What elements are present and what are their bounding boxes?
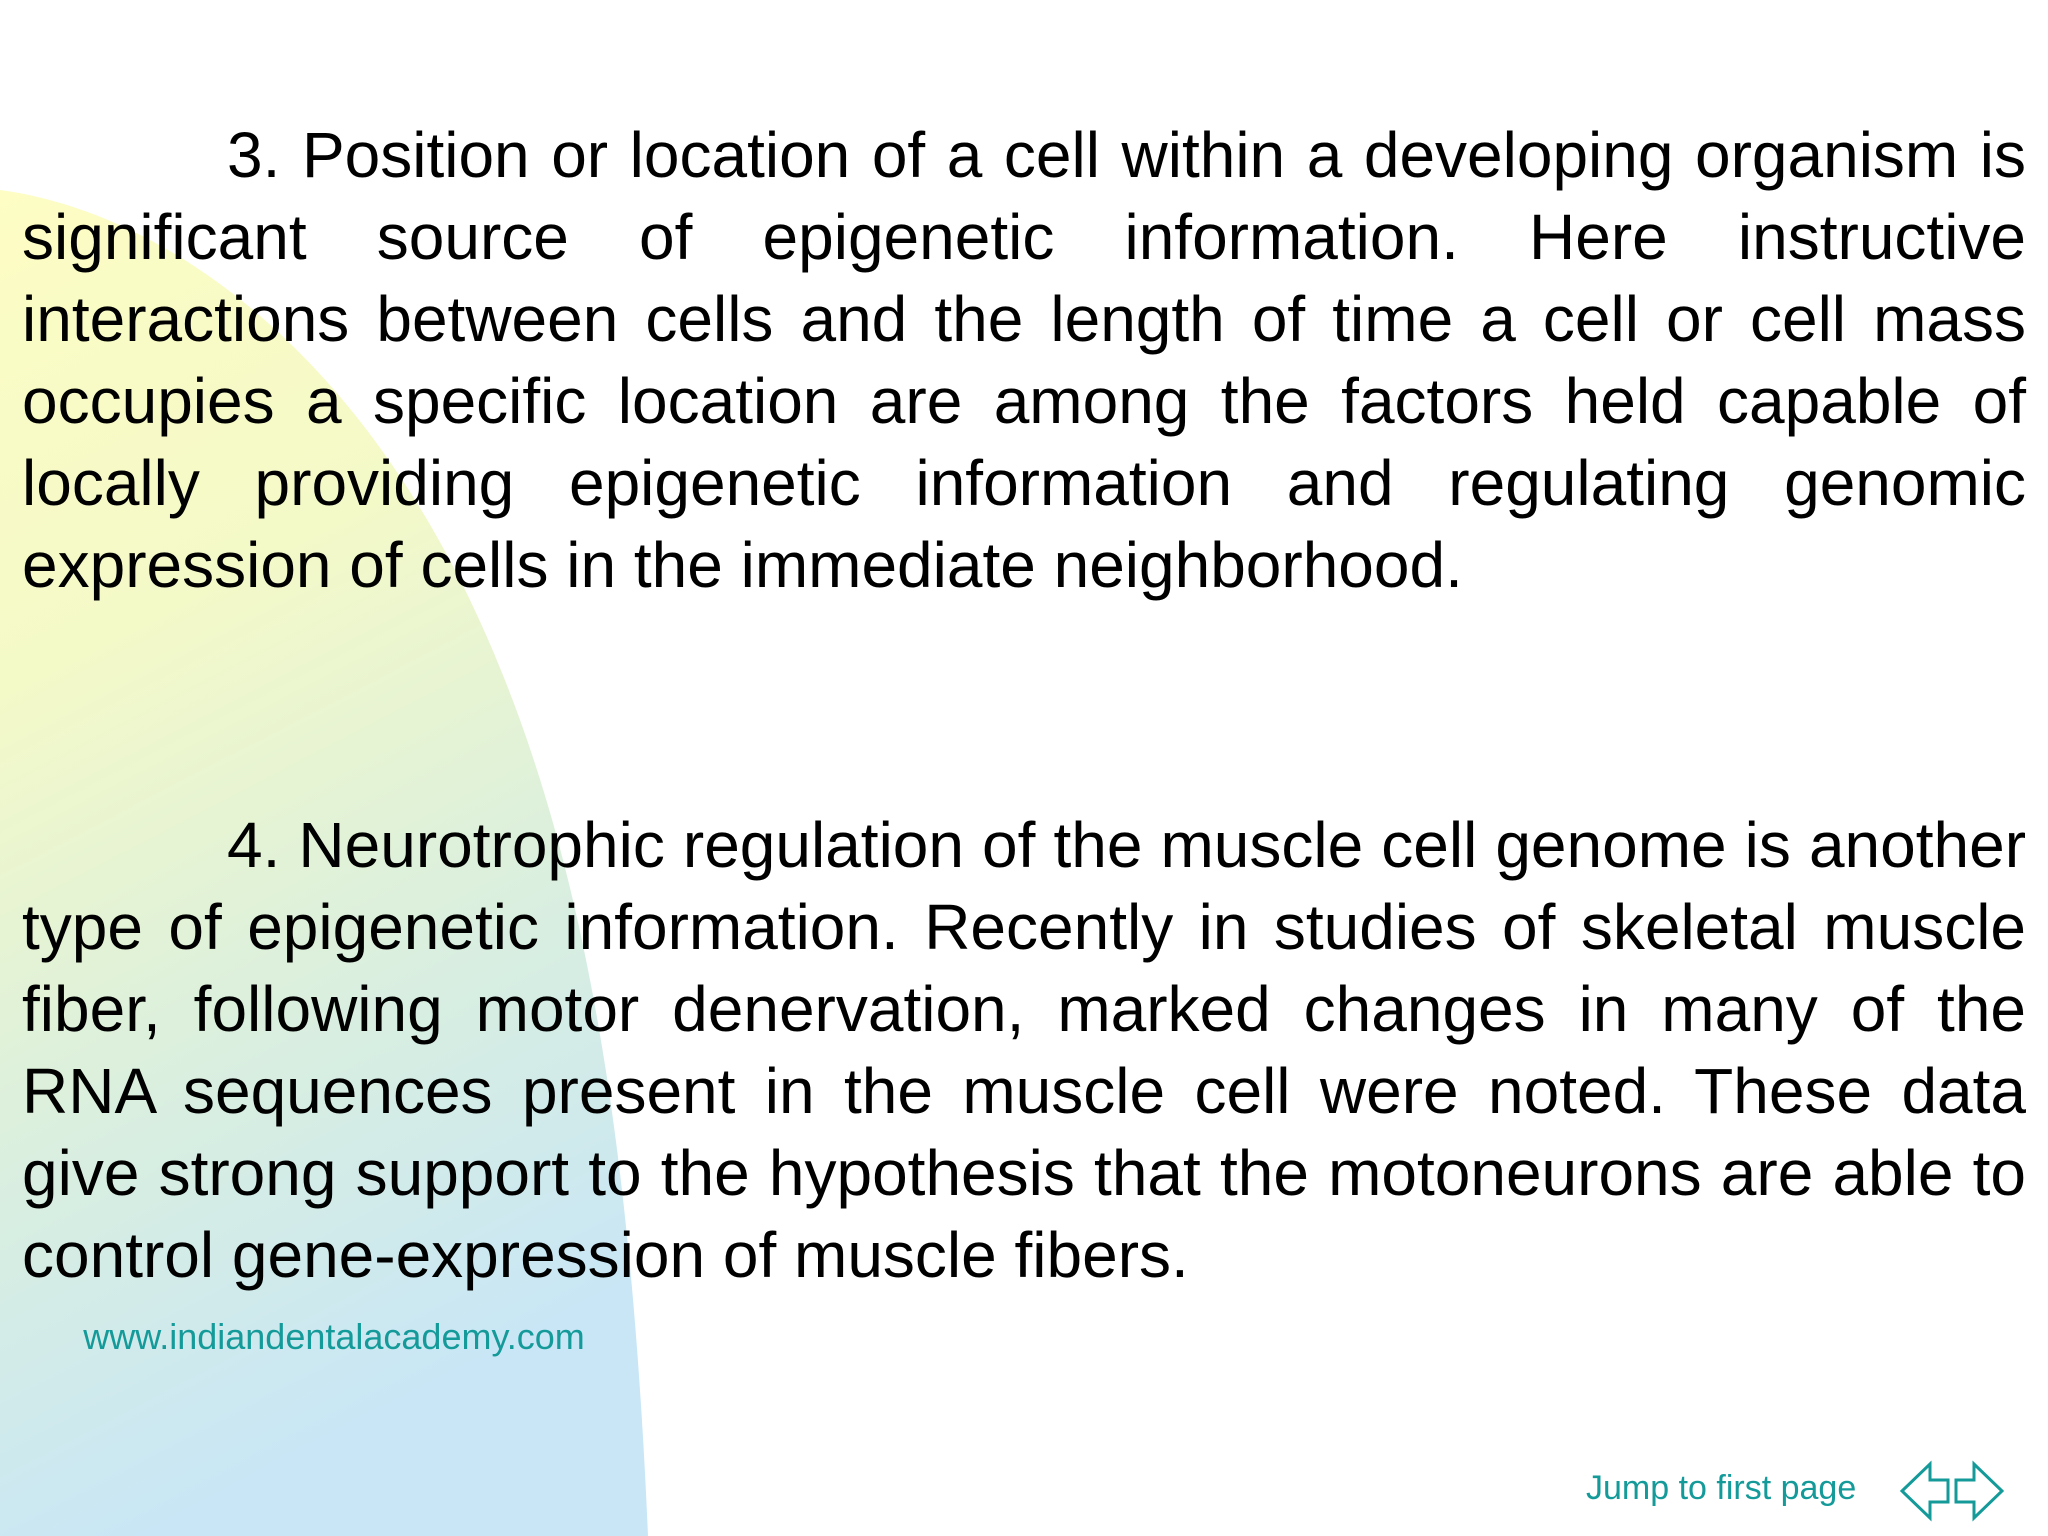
left-arrow-icon[interactable] xyxy=(1902,1464,1948,1518)
right-arrow-icon[interactable] xyxy=(1956,1464,2002,1518)
navigation-arrows xyxy=(1900,1458,2004,1524)
paragraph-neurotrophic-regulation: 4. Neurotrophic regulation of the muscle cell genome is another type of epigenetic information. Recently in studies of skeletal muscle fiber, following motor denervation, marked changes in many of the RNA sequences present in the muscle cell were noted. These data give strong support to the hypothesis that the motoneurons are able to control gene-expression of muscle fibers. xyxy=(22,809,2026,1291)
paragraph-position-location: 3. Position or location of a cell within a developing organism is significant source of epigenetic information. Here instructive interactions between cells and the length of time a cell or cell mass occupies a specific location are among the factors held capable of locally providing epigenetic information and regulating genomic expression of cells in the immediate neighborhood. xyxy=(22,119,2026,601)
jump-to-first-page-link[interactable]: Jump to first page xyxy=(1586,1469,1857,1507)
website-watermark: www.indiandentalacademy.com xyxy=(83,1316,585,1357)
